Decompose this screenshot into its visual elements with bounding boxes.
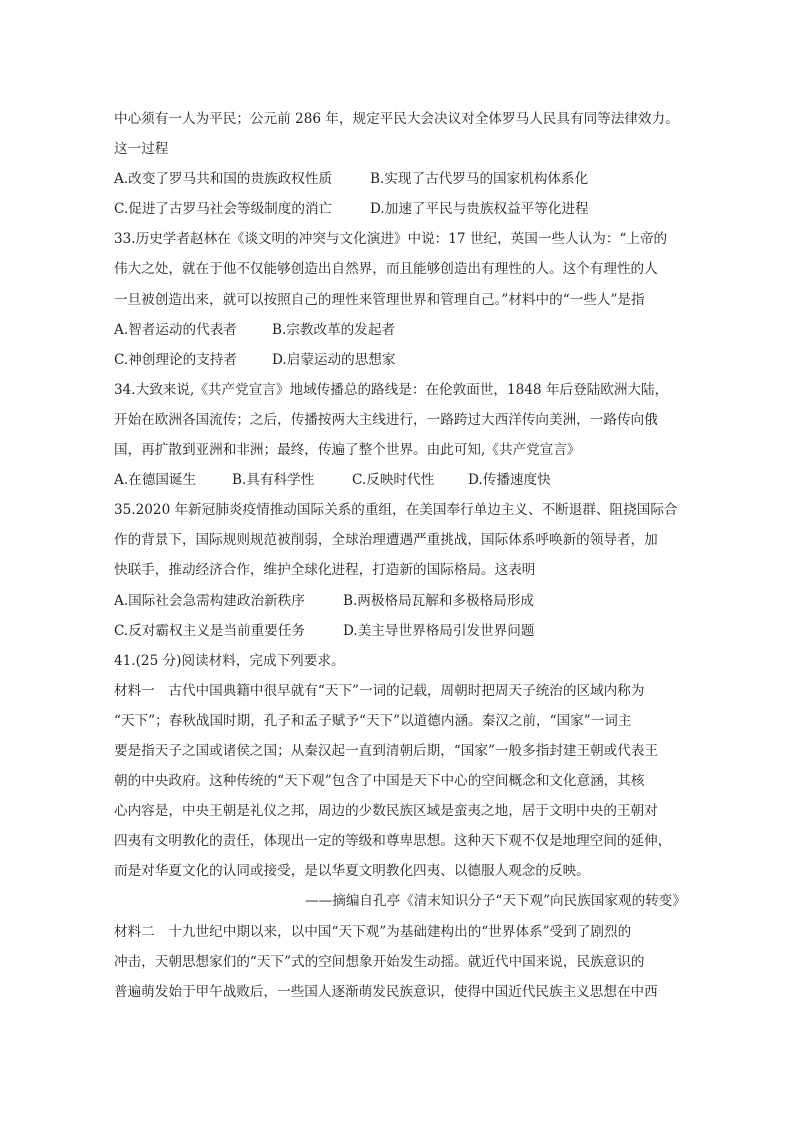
q34-stem: 34.大致来说,《共产党宣言》地域传播总的路线是：在伦敦面世，1848 年后登陆欧洲大陆，	[114, 381, 669, 398]
q35-option-d: D.美主导世界格局引发世界问题	[343, 622, 535, 639]
q35-option-a: A.国际社会急需构建政治新秩序	[114, 592, 305, 609]
q35-option-c: C.反对霸权主义是当前重要任务	[114, 622, 305, 639]
material-two-line: 材料二 十九世纪中期以来，以中国“天下观”为基础建构出的“世界体系”受到了剧烈的	[114, 923, 632, 940]
q33-stem: 伟大之处，就在于他不仅能够创造出自然界，而且能够创造出有理性的人。这个有理性的人	[114, 261, 658, 278]
text-line: 中心须有一人为平民；公元前 286 年，规定平民大会决议对全体罗马人民具有同等法律效力。	[114, 111, 679, 127]
q35-stem: 作的背景下，国际规则规范被削弱，全球治理遭遇严重挑战，国际体系呼唤新的领导者，加	[114, 532, 658, 549]
q35-options-row-1	[114, 586, 686, 616]
q33-option-d: D.启蒙运动的思想家	[272, 351, 396, 368]
material-two-line: 冲击，天朝思想家们的“天下”式的空间想象开始发生动摇。就近代中国来说，民族意识的	[114, 953, 645, 970]
q32-option-b: B.实现了古代罗马的国家机构体系化	[370, 171, 589, 188]
q34-stem: 国，再扩散到亚洲和非洲；最终，传遍了整个世界。由此可知,《共产党宣言》	[114, 442, 581, 459]
q32-options-row-2	[114, 194, 686, 224]
q35-option-b: B.两极格局瓦解和多极格局形成	[343, 592, 535, 609]
material-one-source: ——摘编自孔亭《清末知识分子“天下观”向民族国家观的转变》	[305, 893, 686, 910]
material-one-line: 心内容是，中央王朝是礼仪之邦，周边的少数民族区域是蛮夷之地，居于文明中央的王朝对	[114, 803, 658, 820]
q33-stem: 一旦被创造出来，就可以按照自己的理性来管理世界和管理自己。”材料中的“一些人”是指	[114, 291, 645, 308]
q33-option-b: B.宗教改革的发起者	[272, 321, 396, 338]
q35-options-row-2	[114, 616, 686, 646]
q32-option-a: A.改变了罗马共和国的贵族政权性质	[114, 171, 333, 188]
q41-title: 41.(25 分)阅读材料，完成下列要求。	[114, 652, 345, 669]
material-one-line: 要是指天子之国或诸侯之国；从秦汉起一直到清朝后期，“国家”一般多指封建王朝或代表王	[114, 742, 659, 759]
text-line: 这一过程	[114, 141, 169, 158]
q32-options-row-1	[114, 164, 686, 194]
q33-options-row-2	[114, 345, 686, 375]
material-two-line: 普遍萌发始于甲午战败后，一些国人逐渐萌发民族意识，使得中国近代民族主义思想在中西	[114, 983, 658, 1000]
q35-stem: 快联手，推动经济合作，维护全球化进程，打造新的国际格局。这表明	[114, 562, 536, 579]
q34-option-d: D.传播速度快	[468, 472, 551, 489]
q34-option-a: A.在德国诞生	[114, 472, 197, 489]
q34-option-b: B.具有科学性	[232, 472, 315, 489]
q32-option-d: D.加速了平民与贵族权益平等化进程	[370, 201, 589, 218]
material-one-line: 材料一 古代中国典籍中很早就有“天下”一词的记载，周朝时把周天子统治的区域内称为	[114, 682, 645, 699]
q34-option-c: C.反映时代性	[352, 472, 435, 489]
material-one-line: 朝的中央政府。这种传统的“天下观”包含了中国是天下中心的空间概念和文化意涵，其核	[114, 773, 645, 790]
q33-option-a: A.智者运动的代表者	[114, 321, 237, 338]
q33-options-row-1	[114, 315, 686, 345]
q33-option-c: C.神创理论的支持者	[114, 351, 237, 368]
document-page	[114, 104, 686, 1007]
q35-stem: 35.2020 年新冠肺炎疫情推动国际关系的重组，在美国奉行单边主义、不断退群、阻挠国际合	[114, 502, 678, 519]
q33-stem: 33.历史学者赵林在《谈文明的冲突与文化演进》中说：17 世纪，英国一些人认为：“上帝的	[114, 231, 668, 248]
material-one-line: “天下”；春秋战国时期，孔子和孟子赋予“天下”以道德内涵。秦汉之前，“国家”一词主	[114, 712, 632, 729]
q34-options-row	[114, 465, 686, 495]
material-one-line: 而是对华夏文化的认同或接受，是以华夏文明教化四夷、以德服人观念的反映。	[114, 863, 590, 880]
q32-option-c: C.促进了古罗马社会等级制度的消亡	[114, 201, 333, 218]
q34-stem: 开始在欧洲各国流传；之后，传播按两大主线进行，一路跨过大西洋传向美洲，一路传向俄	[114, 411, 658, 428]
material-one-line: 四夷有文明教化的责任，体现出一定的等级和尊卑思想。这种天下观不仅是地理空间的延伸，	[114, 833, 672, 850]
